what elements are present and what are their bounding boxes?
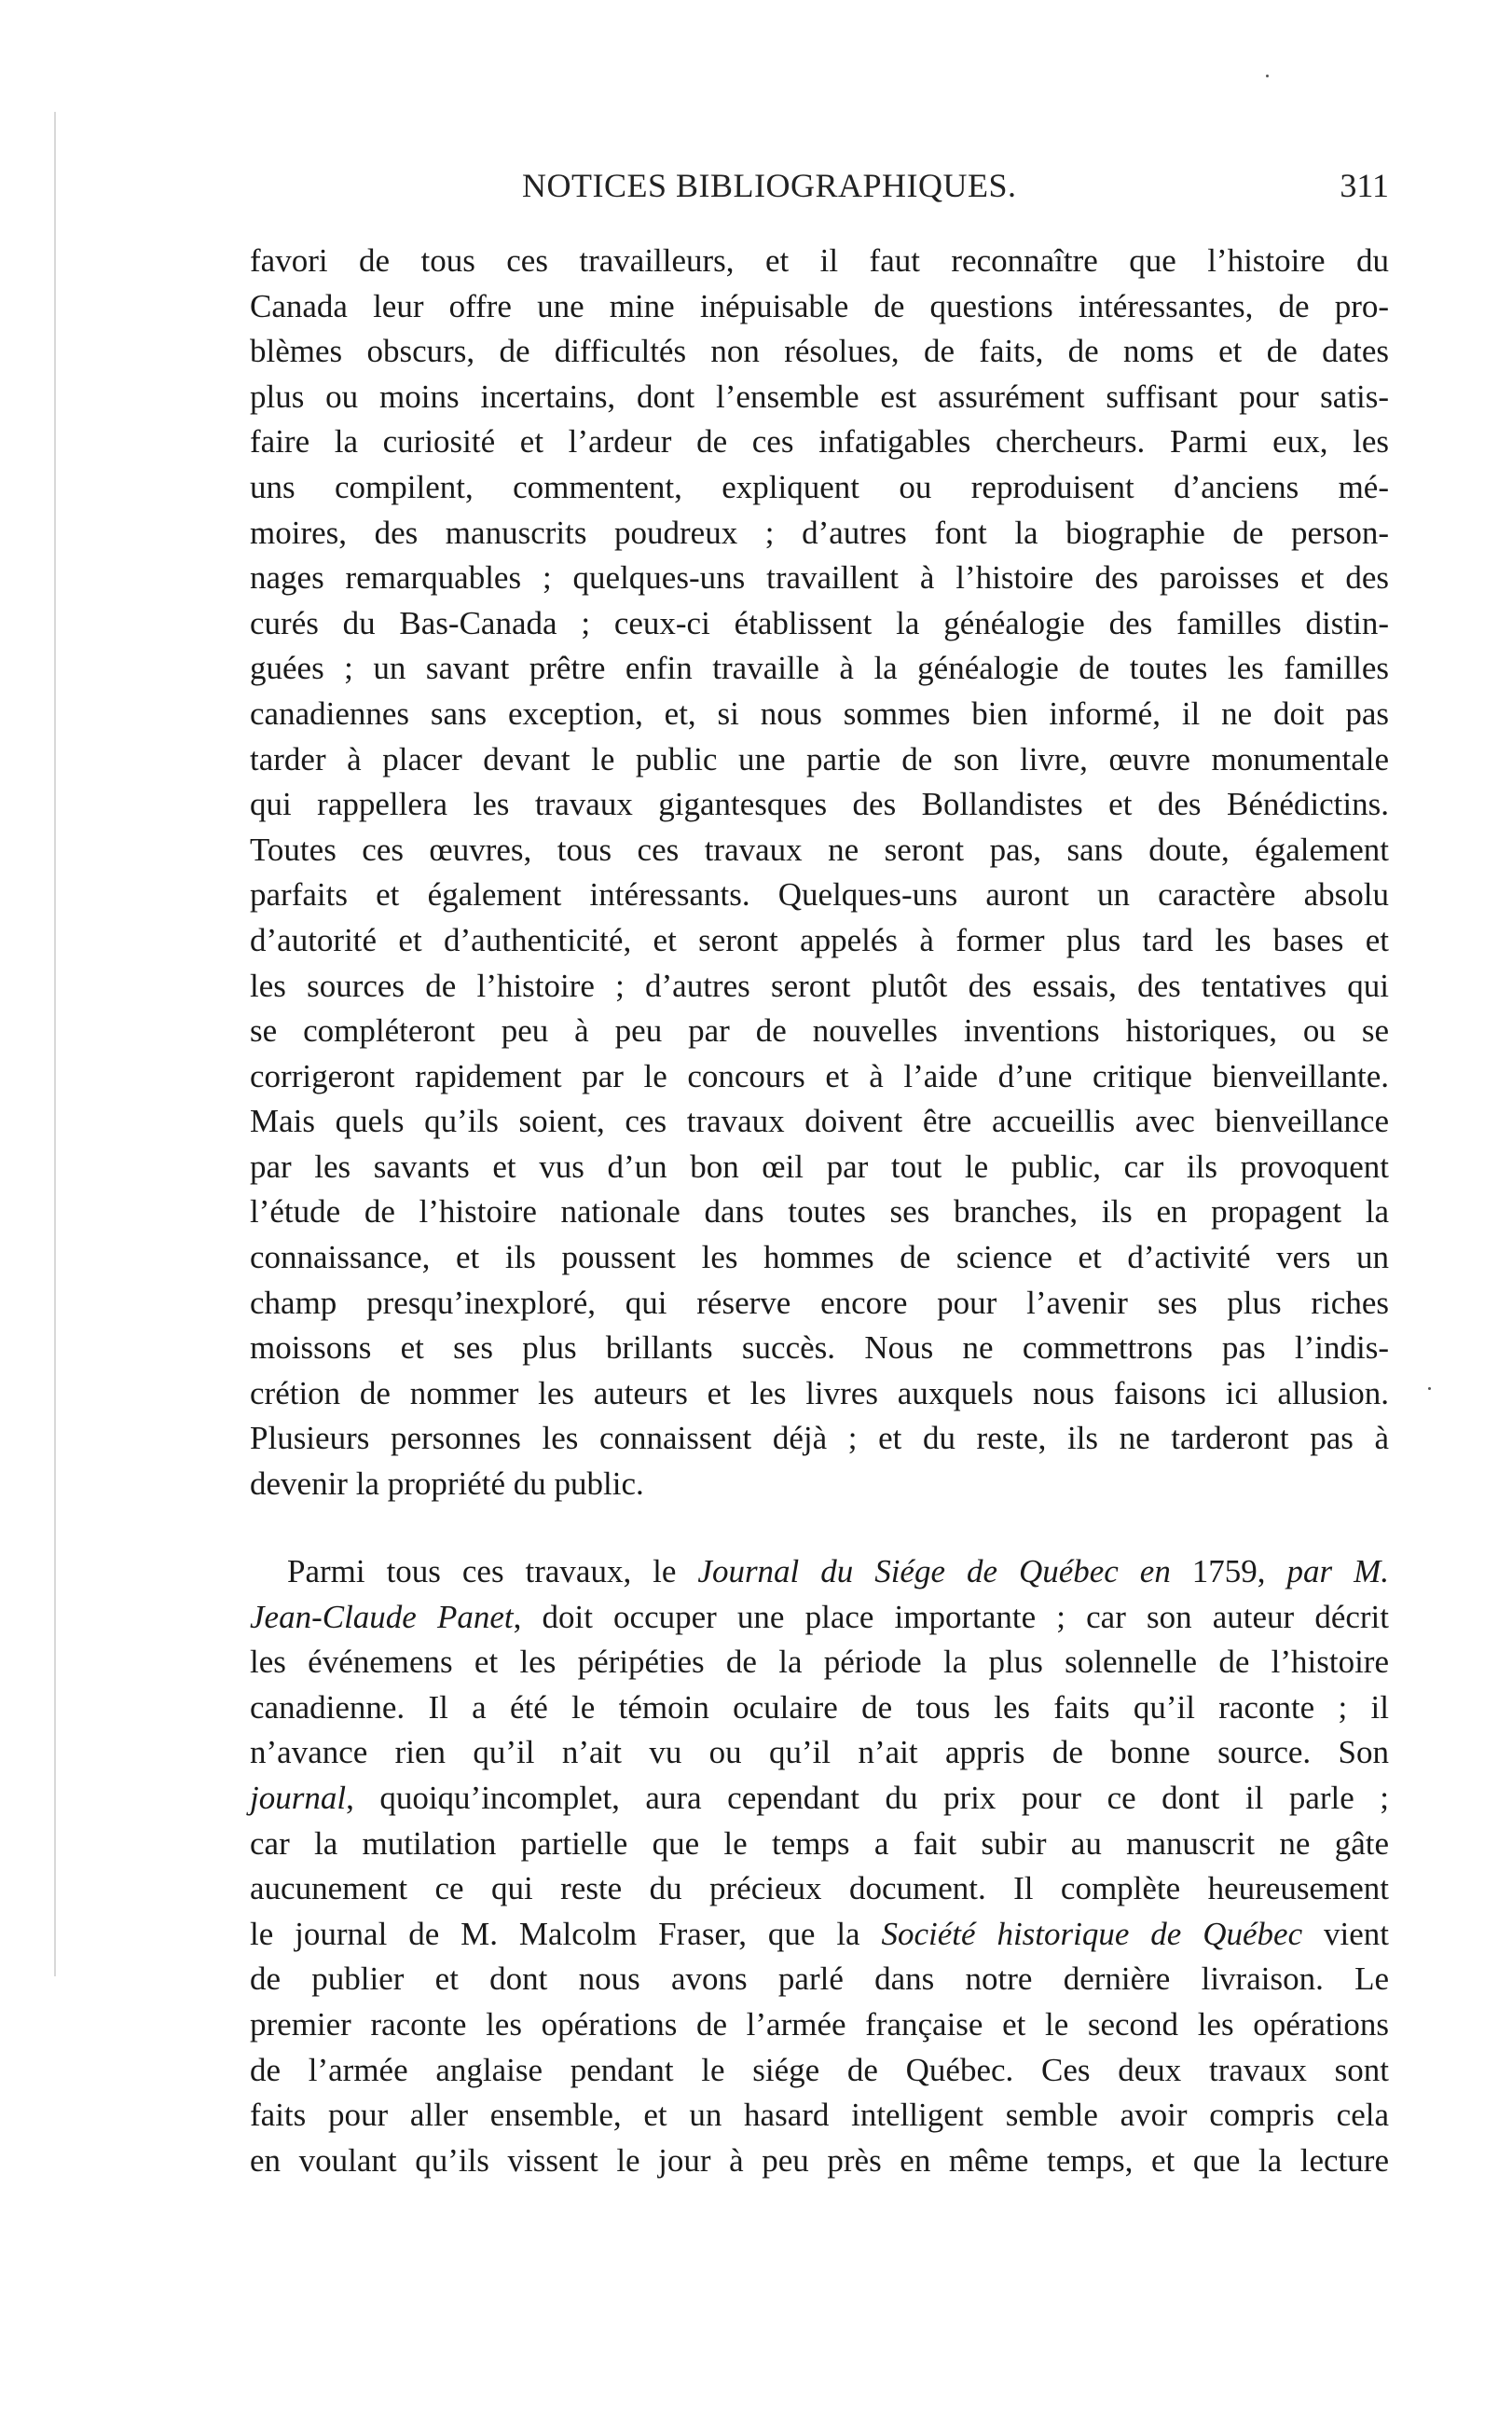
paragraph-1-line: se compléteront peu à peu par de nouvelles inventions historiques, ou se (250, 1012, 1389, 1050)
running-head (250, 166, 1389, 213)
paragraph-1-line: plus ou moins incertains, dont l’ensemble est assurément suffisant pour satis- (250, 378, 1389, 415)
paragraph-1-line: devenir la propriété du public. (250, 1465, 644, 1503)
author-italic: par M. (1286, 1553, 1390, 1589)
paragraph-1-line: uns compilent, commentent, expliquent ou reproduisent d’anciens mé- (250, 468, 1389, 505)
paragraph-1-line: nages remarquables ; quelques-uns travaillent à l’histoire des paroisses et des (250, 559, 1389, 597)
page-number: 311 (1340, 167, 1389, 204)
paragraph-1-line: tarder à placer devant le public une partie de son livre, œuvre monumentale (250, 740, 1389, 777)
paragraph-2-line: de l’armée anglaise pendant le siége de Québec. Ces deux travaux sont (250, 2051, 1389, 2088)
paragraph-1-line: Canada leur offre une mine inépuisable de questions intéressantes, de pro- (250, 287, 1389, 324)
society-italic: Société historique de Québec (881, 1915, 1303, 1952)
paragraph-2-line: en voulant qu’ils vissent le jour à peu près en même temps, et que la lecture (250, 2141, 1389, 2179)
running-title: NOTICES BIBLIOGRAPHIQUES. (522, 167, 1017, 204)
paragraph-1-line: qui rappellera les travaux gigantesques des Bollandistes et des Bénédictins. (250, 786, 1389, 823)
paragraph-2-text (250, 1549, 1389, 2183)
binding-gutter-line (54, 112, 56, 1976)
paragraph-1-line: curés du Bas-Canada ; ceux-ci établissent la généalogie des familles distin- (250, 604, 1389, 641)
paragraph-2-line: Parmi tous ces travaux, le Journal du Siége de Québec en 1759, par M. (287, 1553, 1390, 1589)
paragraph-1-line: faire la curiosité et l’ardeur de ces infatigables chercheurs. Parmi eux, les (250, 423, 1389, 461)
paragraph-1-line: favori de tous ces travailleurs, et il faut reconnaître que l’histoire du (250, 242, 1389, 279)
paragraph-1-line: connaissance, et ils poussent les hommes de science et d’activité vers un (250, 1239, 1389, 1276)
paragraph-1-line: canadiennes sans exception, et, si nous sommes bien informé, il ne doit pas (250, 695, 1389, 732)
paragraph-1-line: guées ; un savant prêtre enfin travaille à la généalogie de toutes les familles (250, 650, 1389, 687)
paragraph-1-line: moires, des manuscrits poudreux ; d’autres font la biographie de person- (250, 514, 1389, 551)
paragraph-1-line: Plusieurs personnes les connaissent déjà ; et du reste, ils ne tarderont pas à (250, 1420, 1389, 1457)
paragraph-2-line: les événemens et les péripéties de la période la plus solennelle de l’histoire (250, 1644, 1389, 1681)
journal-italic: journal (250, 1779, 347, 1816)
paper-speck (1428, 1387, 1431, 1390)
paragraph-2-line: car la mutilation partielle que le temps a fait subir au manuscrit ne gâte (250, 1824, 1389, 1862)
paragraph-2-line: de publier et dont nous avons parlé dans notre dernière livraison. Le (250, 1960, 1389, 1998)
paragraph-2-line: n’avance rien qu’il n’ait vu ou qu’il n’ait appris de bonne source. Son (250, 1734, 1389, 1771)
paragraph-1-line: les sources de l’histoire ; d’autres seront plutôt des essais, des tentatives qui (250, 967, 1389, 1004)
paragraph-2-line: journal, quoiqu’incomplet, aura cependant du prix pour ce dont il parle ; (250, 1779, 1389, 1816)
paragraph-2-line: canadienne. Il a été le témoin oculaire de tous les faits qu’il raconte ; il (250, 1688, 1389, 1726)
author-name-italic: Jean-Claude Panet (250, 1598, 514, 1635)
paragraph-2 (250, 1549, 1389, 2183)
paragraph-1-line: parfaits et également intéressants. Quelques-uns auront un caractère absolu (250, 876, 1389, 914)
paragraph-1-line: Toutes ces œuvres, tous ces travaux ne seront pas, sans doute, également (250, 831, 1389, 868)
paragraph-1-line: champ presqu’inexploré, qui réserve encore pour l’avenir ses plus riches (250, 1284, 1389, 1321)
paragraph-1-line: d’autorité et d’authenticité, et seront appelés à former plus tard les bases et (250, 921, 1389, 958)
paragraph-1-line: corrigeront rapidement par le concours et à l’aide d’une critique bienveillante. (250, 1057, 1389, 1094)
paragraph-1-line: moissons et ses plus brillants succès. Nous ne commettrons pas l’indis- (250, 1329, 1389, 1367)
paragraph-2-line: le journal de M. Malcolm Fraser, que la Société historique de Québec vient (250, 1915, 1389, 1952)
paragraph-2-line: premier raconte les opérations de l’armée française et le second les opérations (250, 2005, 1389, 2043)
paragraph-1 (250, 239, 1389, 1507)
paragraph-1-line: blèmes obscurs, de difficultés non résolues, de faits, de noms et de dates (250, 333, 1389, 370)
paragraph-2-line: aucunement ce qui reste du précieux document. Il complète heureusement (250, 1870, 1389, 1907)
paper-speck (1266, 75, 1269, 77)
paragraph-2-line: Jean-Claude Panet, doit occuper une place importante ; car son auteur décrit (250, 1598, 1389, 1635)
paragraph-2-line: faits pour aller ensemble, et un hasard intelligent semble avoir compris cela (250, 2097, 1389, 2134)
paragraph-1-text (250, 239, 1389, 1507)
paragraph-1-line: Mais quels qu’ils soient, ces travaux doivent être accueillis avec bienveillance (250, 1103, 1389, 1140)
paragraph-1-line: crétion de nommer les auteurs et les livres auxquels nous faisons ici allusion. (250, 1374, 1389, 1411)
paragraph-1-line: l’étude de l’histoire nationale dans toutes ses branches, ils en propagent la (250, 1193, 1389, 1231)
paragraph-1-line: par les savants et vus d’un bon œil par tout le public, car ils provoquent (250, 1148, 1389, 1185)
journal-title-italic: Journal du Siége de Québec en (697, 1553, 1171, 1589)
